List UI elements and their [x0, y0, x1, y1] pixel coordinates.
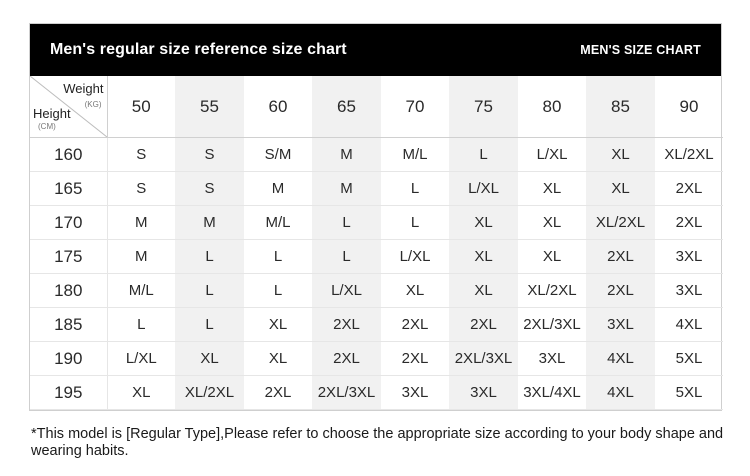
size-cell: XL [244, 308, 312, 342]
size-cell: XL [244, 342, 312, 376]
size-cell: S [107, 138, 175, 172]
size-cell: S [107, 172, 175, 206]
size-cell: L/XL [107, 342, 175, 376]
size-cell: XL/2XL [518, 274, 586, 308]
size-cell: M [107, 240, 175, 274]
height-cell: 185 [30, 308, 107, 342]
size-cell: M [312, 138, 381, 172]
height-cell: 175 [30, 240, 107, 274]
chart-header [30, 24, 721, 76]
size-cell: 4XL [586, 342, 655, 376]
size-cell: 2XL [312, 342, 381, 376]
height-unit-label: (CM) [38, 122, 56, 131]
size-cell: 3XL [518, 342, 586, 376]
size-cell: L/XL [381, 240, 449, 274]
size-cell: L [175, 274, 244, 308]
size-cell: M/L [107, 274, 175, 308]
size-cell: XL [586, 172, 655, 206]
size-cell: 2XL [381, 308, 449, 342]
size-row [30, 206, 723, 240]
size-cell: 2XL [449, 308, 518, 342]
size-table [30, 76, 723, 410]
height-cell: 160 [30, 138, 107, 172]
size-row [30, 376, 723, 410]
size-cell: S [175, 172, 244, 206]
size-cell: 3XL [381, 376, 449, 410]
weight-header-row [30, 76, 723, 138]
height-cell: 180 [30, 274, 107, 308]
size-cell: 4XL [655, 308, 723, 342]
size-cell: XL [449, 206, 518, 240]
size-cell: 5XL [655, 342, 723, 376]
chart-title: Men's regular size reference size chart [50, 41, 347, 58]
size-cell: XL/2XL [655, 138, 723, 172]
size-cell: L/XL [312, 274, 381, 308]
size-cell: L/XL [518, 138, 586, 172]
height-axis-label: Height [33, 106, 71, 121]
size-cell: S/M [244, 138, 312, 172]
size-cell: 2XL [586, 240, 655, 274]
size-cell: 2XL [655, 172, 723, 206]
size-cell: XL [586, 138, 655, 172]
weight-header-cell: 80 [518, 76, 586, 138]
weight-unit-label: (KG) [84, 100, 102, 109]
size-cell: 2XL/3XL [518, 308, 586, 342]
size-cell: L [244, 240, 312, 274]
size-cell: XL/2XL [175, 376, 244, 410]
size-cell: 5XL [655, 376, 723, 410]
size-cell: 2XL/3XL [312, 376, 381, 410]
size-cell: L [107, 308, 175, 342]
size-cell: L [312, 240, 381, 274]
size-cell: M [312, 172, 381, 206]
weight-axis-label: Weight [63, 81, 104, 96]
size-cell: XL [381, 274, 449, 308]
size-cell: L [244, 274, 312, 308]
weight-header-cell: 75 [449, 76, 518, 138]
size-cell: XL [175, 342, 244, 376]
weight-header-cell: 50 [107, 76, 175, 138]
chart-subtitle: MEN'S SIZE CHART [580, 43, 701, 57]
size-cell: 2XL [244, 376, 312, 410]
size-cell: L/XL [449, 172, 518, 206]
size-cell: L [381, 206, 449, 240]
weight-header-cell: 55 [175, 76, 244, 138]
height-cell: 170 [30, 206, 107, 240]
size-cell: 3XL/4XL [518, 376, 586, 410]
size-chart [29, 23, 722, 411]
size-cell: XL [107, 376, 175, 410]
size-cell: XL/2XL [586, 206, 655, 240]
size-cell: L [312, 206, 381, 240]
size-cell: 4XL [586, 376, 655, 410]
footnote: *This model is [Regular Type],Please refer to choose the appropriate size according to your body shape and wearing habits. [31, 426, 724, 459]
weight-header-cell: 70 [381, 76, 449, 138]
size-row [30, 240, 723, 274]
size-cell: 2XL [655, 206, 723, 240]
size-cell: M/L [244, 206, 312, 240]
size-cell: 3XL [586, 308, 655, 342]
size-cell: XL [449, 274, 518, 308]
size-cell: 3XL [449, 376, 518, 410]
weight-header-cell: 65 [312, 76, 381, 138]
size-row [30, 138, 723, 172]
size-cell: 3XL [655, 274, 723, 308]
weight-header-cell: 85 [586, 76, 655, 138]
size-cell: XL [449, 240, 518, 274]
size-row [30, 308, 723, 342]
size-cell: XL [518, 172, 586, 206]
size-cell: L [381, 172, 449, 206]
size-cell: L [449, 138, 518, 172]
size-row [30, 172, 723, 206]
size-cell: S [175, 138, 244, 172]
size-cell: XL [518, 206, 586, 240]
weight-header-cell: 60 [244, 76, 312, 138]
size-cell: L [175, 240, 244, 274]
size-cell: 2XL [312, 308, 381, 342]
height-cell: 195 [30, 376, 107, 410]
height-cell: 190 [30, 342, 107, 376]
size-cell: M [107, 206, 175, 240]
corner-cell [30, 76, 107, 138]
size-cell: 3XL [655, 240, 723, 274]
height-cell: 165 [30, 172, 107, 206]
weight-header-cell: 90 [655, 76, 723, 138]
size-cell: M [175, 206, 244, 240]
size-cell: 2XL [381, 342, 449, 376]
size-cell: M [244, 172, 312, 206]
size-row [30, 274, 723, 308]
size-cell: L [175, 308, 244, 342]
size-cell: M/L [381, 138, 449, 172]
size-cell: 2XL/3XL [449, 342, 518, 376]
size-cell: 2XL [586, 274, 655, 308]
size-row [30, 342, 723, 376]
size-cell: XL [518, 240, 586, 274]
